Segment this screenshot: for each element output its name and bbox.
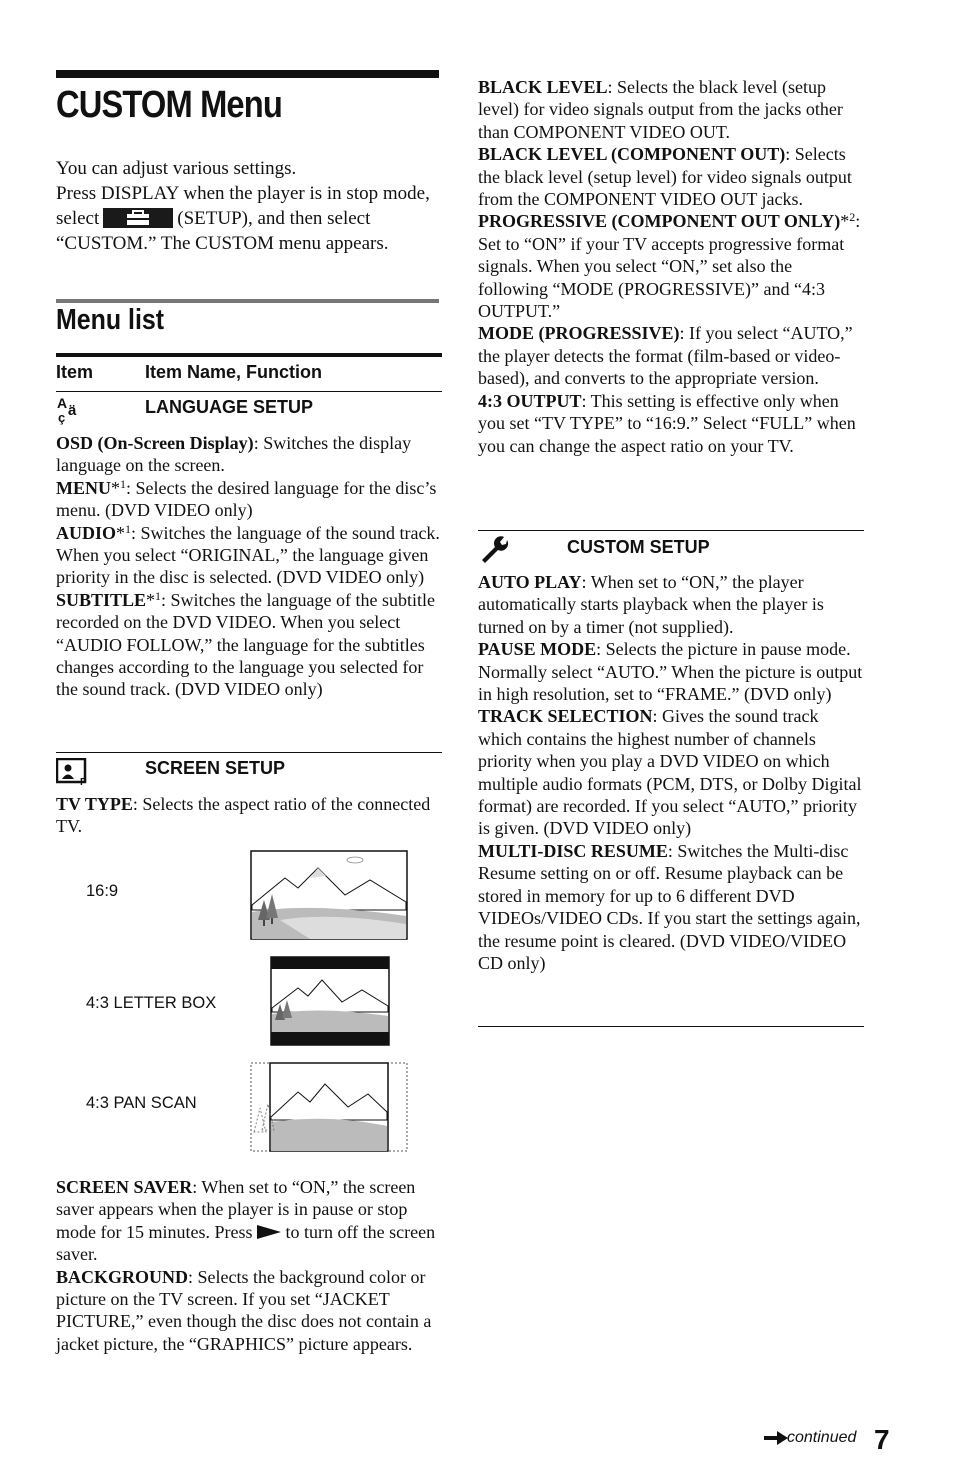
wrench-icon: [478, 534, 510, 571]
screen-setup-rule: [56, 752, 442, 753]
audio-term: AUDIO: [56, 522, 117, 543]
arrow-right-icon: [764, 1431, 788, 1450]
example-label-169: 16:9: [86, 882, 119, 900]
audio-star: *: [116, 522, 126, 543]
menu-star: *: [111, 477, 120, 498]
custom-setup-end-rule: [478, 1026, 864, 1027]
black-level-entry: [478, 76, 864, 143]
play-icon: [257, 1225, 281, 1239]
intro: [56, 156, 442, 256]
tv-type-block: [56, 793, 442, 838]
mode-progressive-term: MODE (PROGRESSIVE): [478, 323, 680, 344]
menu-list-rule: [56, 299, 439, 303]
output-43-term: 4:3 OUTPUT: [478, 390, 582, 411]
subtitle-text: : Switches the language of the subtitle recorded on the DVD VIDEO. When you select “AUDIO FOLLOW,” the language for the subtitles changes according to the language you selected for the sound track. (DVD VIDEO only): [56, 589, 435, 700]
letterbox-illustration: [270, 956, 392, 1048]
table-rule: [56, 391, 442, 392]
screen-saver-term: SCREEN SAVER: [56, 1177, 193, 1197]
panscan-illustration: [250, 1062, 410, 1154]
black-level-component-term: BLACK LEVEL (COMPONENT OUT): [478, 144, 786, 165]
language-setup-body: [56, 432, 442, 701]
progressive-footnote: 2: [849, 210, 856, 225]
mode-progressive-entry: [478, 322, 864, 389]
custom-setup-rule: [478, 530, 864, 531]
menu-list-title: Menu list: [56, 304, 165, 336]
svg-text:P: P: [80, 777, 87, 786]
screen-saver-text-a: : When set to “ON,” the screen saver appears when the player is in pause or stop mode for 15 minutes. Press: [56, 1177, 416, 1242]
subtitle-star: *: [146, 589, 156, 610]
title-rule: [56, 70, 439, 78]
svg-text:ä: ä: [68, 402, 77, 419]
subtitle-entry: [56, 589, 442, 701]
background-term: BACKGROUND: [56, 1266, 189, 1287]
auto-play-text: : When set to “ON,” the player automatically starts playback when the player is turned on by a timer (not supplied).: [478, 572, 824, 637]
continued-label: continued: [787, 1429, 857, 1446]
custom-setup-body: [478, 571, 864, 974]
audio-entry: [56, 522, 442, 589]
background-entry: [56, 1266, 442, 1356]
track-selection-term: TRACK SELECTION: [478, 706, 653, 727]
track-selection-entry: [478, 705, 864, 839]
table-header-rule: [56, 353, 442, 357]
black-level-term: BLACK LEVEL: [478, 77, 608, 97]
tv-type-entry: [56, 793, 442, 838]
screen-saver-text-b: to turn off the screen saver.: [56, 1221, 436, 1265]
tv-type-text: : Selects the aspect ratio of the connected TV.: [56, 794, 431, 837]
page-number: 7: [874, 1424, 890, 1455]
intro-line-1: You can adjust various settings.: [56, 158, 297, 179]
progressive-term: PROGRESSIVE (COMPONENT OUT ONLY): [478, 211, 841, 232]
subtitle-term: SUBTITLE: [56, 589, 147, 610]
pause-mode-term: PAUSE MODE: [478, 639, 597, 660]
audio-text: : Switches the language of the sound track. When you select “ORIGINAL,” the language given priority in the disc is selected. (DVD VIDEO only): [56, 522, 440, 588]
osd-term: OSD (On-Screen Display): [56, 433, 254, 453]
intro-text-b: (SETUP), and then select “CUSTOM.” The CUSTOM menu appears.: [56, 208, 389, 254]
progressive-entry: [478, 210, 864, 322]
progressive-star: *: [840, 211, 850, 232]
screen-setup-icon: [56, 758, 90, 791]
screen-saver-entry: [56, 1176, 442, 1266]
screen-setup-heading: SCREEN SETUP: [145, 758, 286, 778]
svg-text:ç: ç: [58, 410, 66, 425]
osd-text: : Switches the display language on the screen.: [56, 433, 412, 476]
custom-setup-heading: CUSTOM SETUP: [567, 537, 710, 557]
subtitle-footnote: 1: [155, 588, 162, 603]
menu-footnote: 1: [120, 476, 126, 491]
osd-entry: [56, 432, 442, 477]
page-title: CUSTOM Menu: [56, 84, 282, 126]
example-label-letterbox: 4:3 LETTER BOX: [86, 994, 217, 1012]
screen-setup-body-left: [56, 1176, 442, 1355]
menu-text: : Selects the desired language for the disc’s menu. (DVD VIDEO only): [56, 477, 437, 521]
auto-play-term: AUTO PLAY: [478, 572, 582, 592]
black-level-component-entry: [478, 143, 864, 210]
audio-footnote: 1: [125, 521, 132, 536]
multi-disc-resume-term: MULTI-DISC RESUME: [478, 840, 668, 861]
example-label-panscan: 4:3 PAN SCAN: [86, 1094, 197, 1112]
pause-mode-entry: [478, 638, 864, 705]
output-43-entry: [478, 390, 864, 457]
toolbox-icon: [103, 208, 173, 228]
mode-progressive-text: : If you select “AUTO,” the player detects the format (film-based or video-based), and converts to the appropriate version.: [478, 323, 853, 389]
background-text: : Selects the background color or picture on the TV screen. If you set “JACKET PICTURE,” even though the disc does not contain a jacket picture, the “GRAPHICS” picture appears.: [56, 1266, 432, 1354]
language-icon: [56, 395, 86, 430]
table-header-item: Item: [56, 362, 94, 382]
table-header-function: Item Name, Function: [145, 362, 323, 382]
multi-disc-resume-entry: [478, 840, 864, 974]
intro-line-2: [56, 181, 442, 256]
auto-play-entry: [478, 571, 864, 638]
menu-entry: [56, 477, 442, 522]
intro-text-a: Press DISPLAY when the player is in stop mode, select: [56, 183, 430, 229]
black-level-text: : Selects the black level (setup level) for video signals output from the jacks other than COMPONENT VIDEO OUT.: [478, 77, 843, 142]
multi-disc-resume-text: : Switches the Multi-disc Resume setting on or off. Resume playback can be stored in memory for up to 6 different DVD VIDEOs/VIDEO CDs. If you start the settings again, the resume point is cleared. (DVD VIDEO/VIDEO CD only): [478, 840, 861, 973]
widescreen-illustration: [250, 850, 410, 942]
svg-text:A: A: [57, 395, 68, 411]
black-level-component-text: : Selects the black level (setup level) for video signals output from the COMPONENT VIDEO OUT jacks.: [478, 144, 852, 210]
menu-term: MENU: [56, 477, 111, 498]
pause-mode-text: : Selects the picture in pause mode. Normally select “AUTO.” When the picture is output in high resolution, set to “FRAME.” (DVD only): [478, 639, 863, 705]
language-setup-heading: LANGUAGE SETUP: [145, 397, 314, 417]
tv-type-term: TV TYPE: [56, 794, 133, 814]
output-43-text: : This setting is effective only when you set “TV TYPE” to “16:9.” Select “FULL” when you can change the aspect ratio on your TV.: [478, 390, 856, 456]
track-selection-text: : Gives the sound track which contains the highest number of channels priority when you play a DVD VIDEO on which multiple audio formats (PCM, DTS, or Dolby Digital format) are recorded. If you select “AUTO,” priority is given. (DVD VIDEO only): [478, 706, 862, 839]
progressive-text: : Set to “ON” if your TV accepts progressive format signals. When you select “ON,” set also the following “MODE (PROGRESSIVE)” and “4:3 OUTPUT.”: [478, 211, 861, 322]
screen-setup-body-right: [478, 76, 864, 457]
